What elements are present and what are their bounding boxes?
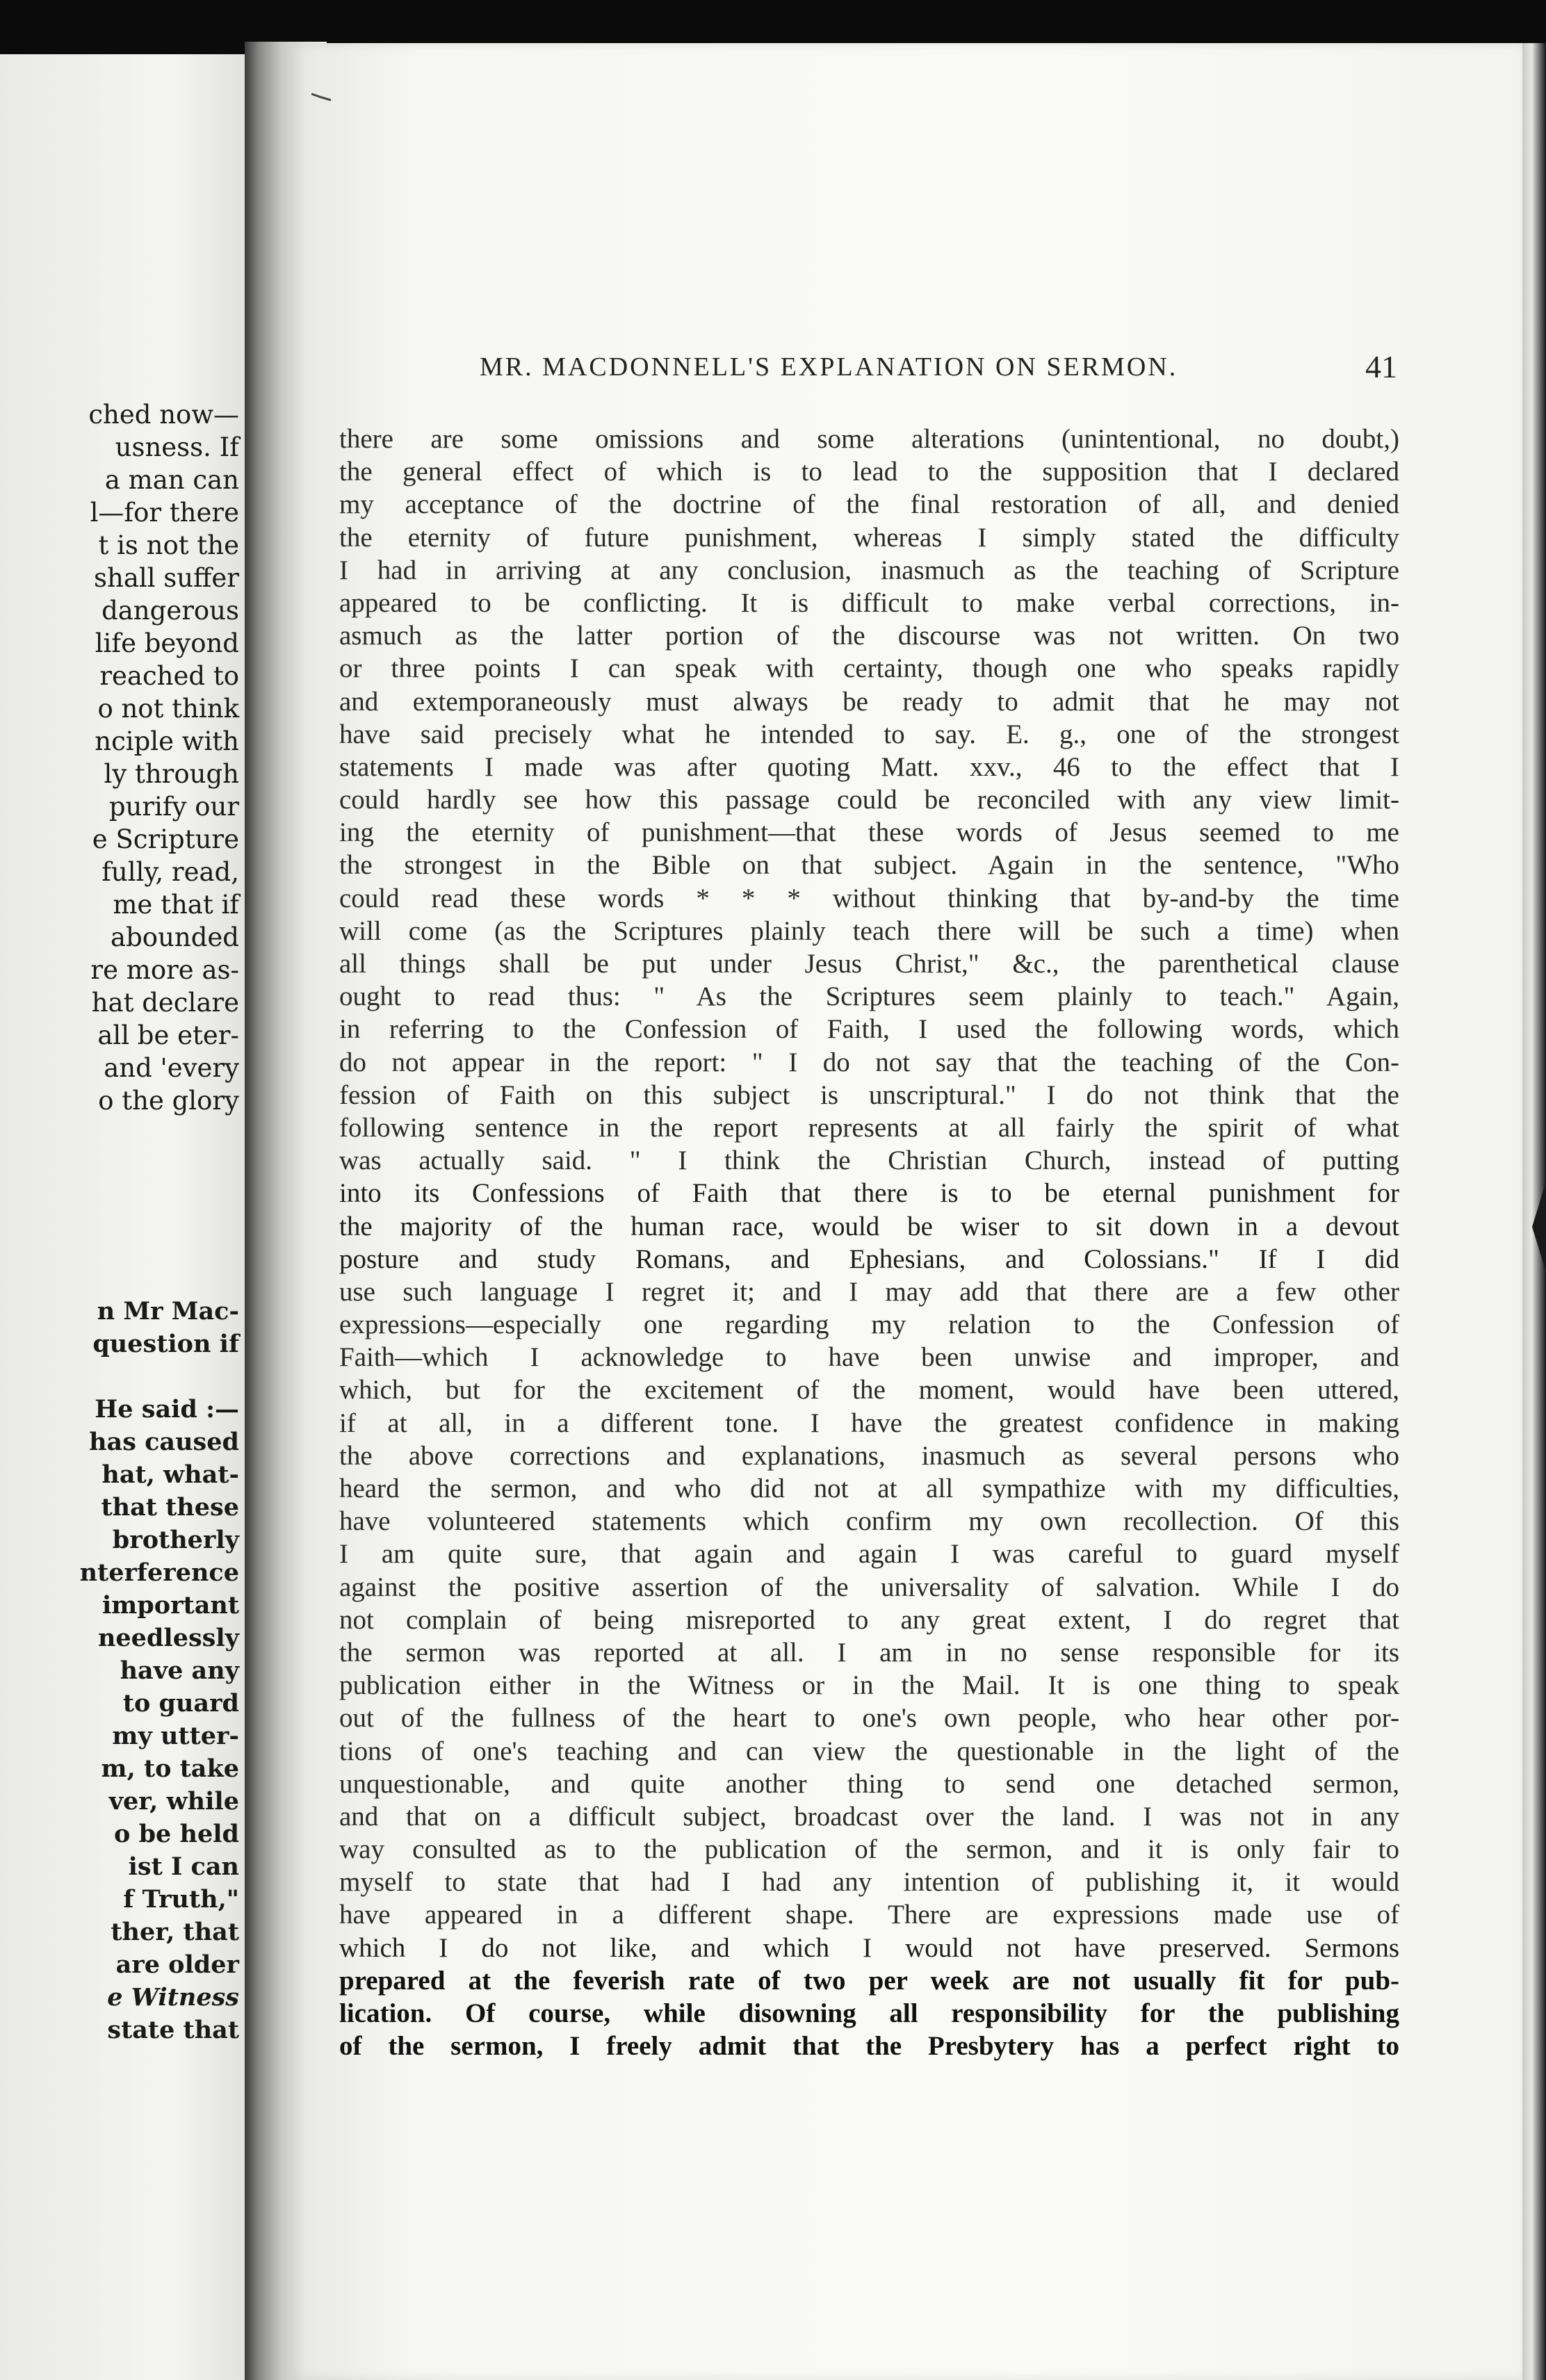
body-line: prepared at the feverish rate of two per week are not usually fit for pub- [339,1965,1399,1996]
left-page-line: ist I can [128,1852,239,1881]
left-page-line: e Scripture [92,824,239,854]
body-line: against the positive assertion of the universality of salvation. While I do [339,1572,1399,1602]
body-line: publication either in the Witness or in the Mail. It is one thing to speak [339,1670,1399,1701]
left-page-line: o the glory [98,1086,239,1116]
body-line: have volunteered statements which confirm my own recollection. Of this [339,1506,1399,1537]
body-line: which, but for the excitement of the moment, would have been uttered, [339,1375,1399,1405]
body-line: Faith—which I acknowledge to have been unwise and improper, and [339,1342,1399,1373]
body-line: statements I made was after quoting Matt. xxv., 46 to the effect that I [339,751,1399,782]
body-line: the above corrections and explanations, inasmuch as several persons who [339,1440,1399,1471]
body-line: unquestionable, and quite another thing to send one detached sermon, [339,1768,1399,1799]
left-page-line: reached to [99,661,239,691]
left-page-line: ver, while [108,1787,239,1816]
body-line: use such language I regret it; and I may add that there are a few other [339,1276,1399,1307]
left-page-line: my utter- [112,1722,239,1750]
body-line: ought to read thus: " As the Scriptures seem plainly to teach." Again, [339,981,1399,1012]
body-text [339,423,1399,2062]
body-line: was actually said. " I think the Christian Church, instead of putting [339,1146,1399,1176]
body-line: or three points I can speak with certainty, though one who speaks rapidly [339,653,1399,684]
body-line: do not appear in the report: " I do not say that the teaching of the Con- [339,1047,1399,1077]
body-line: not complain of being misreported to any great extent, I do regret that [339,1604,1399,1635]
left-page-line: and 'every [104,1053,239,1083]
body-line: the sermon was reported at all. I am in no sense responsible for its [339,1637,1399,1668]
body-line: the strongest in the Bible on that subject. Again in the sentence, "Who [339,850,1399,881]
body-line: expressions—especially one regarding my relation to the Confession of [339,1310,1399,1340]
body-line: tions of one's teaching and can view the questionable in the light of the [339,1736,1399,1766]
left-page-line: hat declare [91,988,239,1018]
page-number: 41 [1365,349,1397,384]
body-line: fession of Faith on this subject is unscriptural." I do not think that the [339,1079,1399,1110]
left-page-line: t is not the [98,530,239,560]
body-line: there are some omissions and some alterations (unintentional, no doubt,) [339,424,1399,454]
left-page-line: e Witness [107,1983,239,2012]
left-page-line: n Mr Mac- [97,1297,239,1326]
left-page-line: are older [115,1950,239,1979]
body-line: out of the fullness of the heart to one's own people, who hear other por- [339,1703,1399,1734]
left-page-line: have any [120,1656,239,1685]
left-page-line: l—for there [90,498,239,528]
body-line: and that on a difficult subject, broadcast over the land. I was not in any [339,1801,1399,1832]
edge-tab-mark [1529,1182,1546,1272]
left-page-line: life beyond [95,628,239,658]
left-page-line: He said :— [95,1395,239,1424]
body-line: heard the sermon, and who did not at all sympathize with my difficulties, [339,1474,1399,1503]
left-page-line: m, to take [101,1754,239,1783]
body-line: and extemporaneously must always be ready to admit that he may not [339,686,1399,717]
left-page-line: shall suffer [94,563,239,593]
body-line: following sentence in the report represents at all fairly the spirit of what [339,1112,1399,1143]
body-line: into its Confessions of Faith that there is to be eternal punishment for [339,1178,1399,1209]
running-title: MR. MACDONNELL'S EXPLANATION ON SERMON. [480,352,1178,382]
left-page-line: me that if [113,890,239,920]
body-line: which I do not like, and which I would not have preserved. Sermons [339,1932,1399,1963]
left-page-line: important [101,1591,239,1620]
body-line: I am quite sure, that again and again I was careful to guard myself [339,1539,1399,1570]
body-line: could read these words * * * without thinking that by-and-by the time [339,883,1399,913]
left-page-line: re more as- [90,955,239,985]
body-line: ing the eternity of punishment—that these words of Jesus seemed to me [339,817,1399,848]
body-line: posture and study Romans, and Ephesians, and Colossians." If I did [339,1244,1399,1274]
body-line: the majority of the human race, would be wiser to sit down in a devout [339,1211,1399,1241]
left-page-line: o be held [114,1820,239,1848]
left-page-line: nciple with [95,726,239,756]
body-line: myself to state that had I had any intention of publishing it, it would [339,1867,1399,1898]
left-page-line: f Truth," [123,1885,239,1914]
left-page-line: brotherly [112,1526,239,1554]
left-page-line: ther, that [111,1918,239,1946]
left-page-line: abounded [111,922,239,952]
body-line: have said precisely what he intended to say. E. g., one of the strongest [339,719,1399,749]
body-line: in referring to the Confession of Faith, I used the following words, which [339,1014,1399,1045]
body-line: have appeared in a different shape. There are expressions made use of [339,1900,1399,1930]
left-page-line: a man can [104,465,239,495]
left-page-line: usness. If [115,432,239,462]
running-header [473,348,1404,386]
body-line: way consulted as to the publication of the sermon, and it is only fair to [339,1834,1399,1865]
left-page-line: ched now— [88,400,239,430]
left-page-line: to guard [122,1689,239,1718]
left-page-line: state that [107,2016,239,2044]
body-line: the eternity of future punishment, whereas I simply stated the difficulty [339,522,1399,553]
body-line: will come (as the Scriptures plainly teach there will be such a time) when [339,915,1399,946]
left-page-line: fully, read, [101,857,239,887]
left-page-line: needlessly [97,1624,239,1652]
body-line: could hardly see how this passage could be reconciled with any view limit- [339,785,1399,815]
left-page-line: all be eter- [97,1020,239,1050]
ink-mark [311,92,332,101]
body-line: I had in arriving at any conclusion, inasmuch as the teaching of Scripture [339,555,1399,585]
body-line: the general effect of which is to lead to the supposition that I declared [339,457,1399,487]
left-page-line: has caused [89,1428,239,1456]
body-line: of the sermon, I freely admit that the Presbytery has a perfect right to [339,2031,1399,2062]
left-page-line: dangerous [101,596,239,626]
left-page-line: ly through [104,759,239,789]
left-page-line: hat, what- [101,1460,239,1489]
left-page-line: o not think [97,694,239,724]
left-page-line: that these [101,1493,239,1522]
body-line: if at all, in a different tone. I have the greatest confidence in making [339,1408,1399,1438]
left-page-line: nterference [79,1558,239,1587]
body-line: appeared to be conflicting. It is difficult to make verbal corrections, in- [339,587,1399,618]
body-line: lication. Of course, while disowning all responsibility for the publishing [339,1998,1399,2028]
left-page-line: purify our [108,792,239,822]
left-facing-page [0,54,245,2380]
body-line: asmuch as the latter portion of the discourse was not written. On two [339,621,1399,651]
body-line: all things shall be put under Jesus Christ," &c., the parenthetical clause [339,949,1399,979]
body-line: my acceptance of the doctrine of the final restoration of all, and denied [339,489,1399,520]
left-page-line: question if [92,1330,239,1358]
